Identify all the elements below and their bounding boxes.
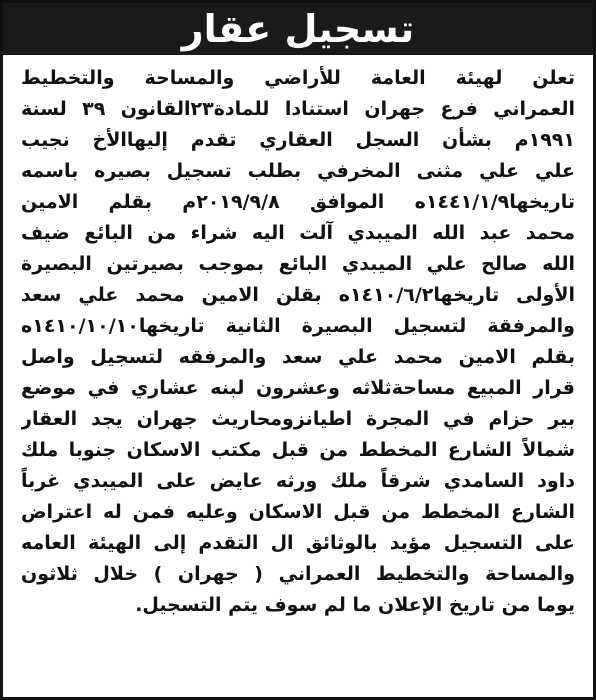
notice-line: شمالاً الشارع المخطط من قبل مكتب الاسكان جنوبا ملك <box>21 439 575 461</box>
notice-line: الله صالح علي الميبدي البائع بموجب بصيرتين البصيرة <box>21 253 575 275</box>
notice-line: يوما من تاريخ الإعلان ما لم سوف يتم التسجيل. <box>135 594 575 616</box>
notice-line: ١٩٩١م بشأن السجل العقاري تقدم إليهاالأخ نجيب <box>21 129 575 151</box>
notice-body <box>21 63 575 687</box>
notice-line: والمرفقة لتسجيل البصيرة الثانية تاريخها١٤١٠/١٠/١٠ه <box>21 315 575 337</box>
notice-line: قرار المبيع مساحةثلاثه وعشرون لبنه عشاري في موضع <box>21 377 575 399</box>
notice-line: الأولى تاريخها١٤١٠/٦/٢ه بقلن الامين محمد علي سعد <box>21 284 575 306</box>
notice-line: والمساحة والتخطيط العمراني ( جهران ) خلال ثلاثون <box>21 563 575 585</box>
notice-line: علي علي مثنى المخرفي بطلب تسجيل بصيره باسمه <box>21 160 575 182</box>
notice-line: تاريخها١٤٤١/١/٩ه الموافق ٢٠١٩/٩/٨م بقلم الامين <box>21 191 575 213</box>
notice-line: الشارع المخطط من قبل الاسكان وعليه فمن له اعتراض <box>21 501 575 523</box>
notice-line: محمد عبد الله الميبدي آلت اليه شراء من البائع ضيف <box>21 222 575 244</box>
notice-line: بير حزام في المجرة اطيانزومحاريث جهران يجد العقار <box>21 408 575 430</box>
notice-line: العمراني فرع جهران استنادا للمادة٢٣القانون ٣٩ لسنة <box>21 98 575 120</box>
notice-title: تسجيل عقار <box>181 7 415 51</box>
notice-line: داود السامدي شرقاً ملك ورثه عايض على الميبدي غرباً <box>21 470 575 492</box>
notice-header <box>3 3 593 55</box>
notice-line: تعلن لهيئة العامة للأراضي والمساحة والتخطيط <box>21 67 575 89</box>
notice-line: بقلم الامين محمد علي سعد والمرفقه لتسجيل واصل <box>21 346 575 368</box>
notice-line: على التسجيل مؤيد بالوثائق ال التقدم إلى الهيئة العامه <box>21 532 575 554</box>
